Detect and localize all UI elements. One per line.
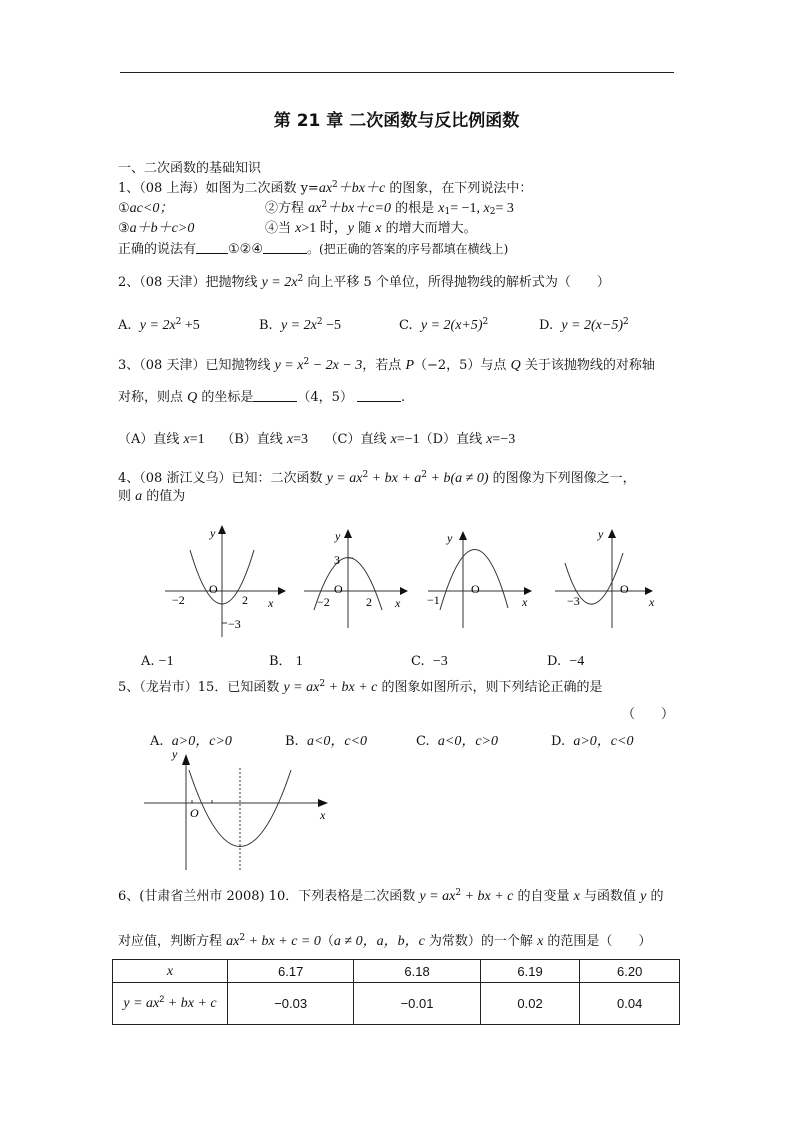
y-axis-label: y — [335, 529, 341, 543]
q6-line2-cond: a ≠ 0，a，b，c — [333, 934, 425, 949]
q1-s2-exp: 2 — [321, 200, 328, 210]
q4-prefix: 4、（08 浙江义乌）已知：二次函数 — [118, 471, 327, 486]
q3-point-q: Q — [510, 358, 521, 373]
table-header-cell — [113, 960, 228, 983]
table-cell: 6.20 — [580, 960, 680, 983]
q1-s2-x1: x — [438, 201, 445, 216]
q1-stem-prefix: 1、（08 上海）如图为二次函数 y= — [118, 181, 319, 196]
q3-stem-line2 — [118, 389, 405, 406]
q3-option-a[interactable] — [118, 432, 205, 447]
q3-option-val: =−1 — [396, 432, 420, 447]
q5-option-text: a<0，c>0 — [437, 734, 498, 749]
q1-s4-mark: ④当 — [265, 221, 296, 236]
q2-option-d[interactable] — [539, 318, 629, 334]
q4-line2-prefix: 则 — [118, 489, 136, 504]
q3-option-var: x — [390, 432, 397, 447]
q3-stem-line1 — [118, 358, 655, 374]
q5-answer-paren: （ ） — [622, 707, 675, 722]
x-axis-label: x — [649, 595, 655, 609]
q3-option-c[interactable] — [325, 432, 420, 447]
q6-line2-mid: （ — [320, 934, 334, 949]
q4-option-value: −1 — [158, 654, 174, 669]
q1-statement-2 — [265, 201, 514, 217]
q3-mid: ，若点 — [362, 358, 406, 373]
q1-s4-x: x — [295, 221, 302, 236]
q5-suffix: 的图象如图所示，则下列结论正确的是 — [377, 680, 603, 695]
q3-option-val: =1 — [189, 432, 205, 447]
x-axis-arrow-icon — [524, 587, 532, 595]
table-cell: 0.04 — [580, 983, 680, 1025]
q4-option-label: D. — [547, 654, 562, 669]
q2-stem-exp: 2 — [297, 274, 304, 284]
q6-line2-prefix: 对应值，判断方程 — [118, 934, 227, 949]
q5-option-label: C. — [416, 734, 430, 749]
q5-option-text: a<0，c<0 — [306, 734, 368, 749]
q2-option-tail: −5 — [322, 318, 341, 333]
q6-line2-expr: ax — [226, 934, 240, 949]
q1-s3-mark: ③ — [118, 221, 130, 236]
q1-expr: ax — [318, 181, 333, 196]
q1-s2-x2val: = 3 — [495, 201, 514, 216]
q1-exp: 2 — [332, 180, 338, 190]
q4-option-c[interactable] — [411, 654, 448, 670]
x-axis-arrow-icon — [318, 799, 328, 807]
q2-option-exp: 2 — [623, 317, 629, 327]
q4-expr: y = ax — [326, 471, 363, 486]
q3-blank-right — [357, 389, 401, 402]
q4-graph-3 — [420, 520, 550, 640]
table-header-x: x — [166, 963, 174, 979]
origin-label: O — [190, 806, 199, 820]
q2-option-expr: y = 2(x+5) — [420, 318, 483, 333]
q1-s1-mark: ① — [118, 201, 130, 216]
q1-answer-prefix: 正确的说法有 — [118, 242, 197, 257]
y-axis-label: y — [598, 527, 604, 541]
q1-s4-mid: >1 时， — [301, 221, 348, 236]
q3-mid2: （−2，5）与点 — [414, 358, 511, 373]
q5-stem — [118, 680, 603, 696]
q3-option-val: =3 — [293, 432, 308, 447]
q4-option-value: −3 — [432, 654, 448, 669]
q4-option-label: A. — [141, 654, 155, 669]
y-axis-arrow-icon — [182, 754, 190, 765]
tick-label: −2 — [172, 593, 185, 607]
q4-option-value: 1 — [295, 654, 303, 669]
q4-line2-suffix: 的值为 — [142, 489, 186, 504]
q5-option-d[interactable] — [551, 734, 633, 750]
tick-label: −3 — [567, 594, 580, 608]
q5-exp: 2 — [319, 679, 326, 689]
q2-option-a[interactable] — [118, 318, 200, 334]
q4-option-label: B． — [269, 654, 292, 669]
section-heading: 一、二次函数的基础知识 — [118, 161, 262, 176]
q2-option-exp: 2 — [316, 317, 323, 327]
q5-prefix: 5、（龙岩市）15．已知函数 — [118, 680, 284, 695]
q3-option-label: （B）直线 — [221, 432, 287, 447]
q4-option-label: C. — [411, 654, 425, 669]
q4-expr-tail: + b(a ≠ 0) — [427, 471, 489, 486]
q3-option-var: x — [486, 432, 493, 447]
q5-option-text: a>0，c>0 — [171, 734, 232, 749]
q4-suffix: 的图像为下列图像之一， — [488, 471, 636, 486]
q1-s2-mid: 的根是 — [390, 201, 439, 216]
q1-s2-a: ax — [308, 201, 322, 216]
q1-s3-text: a＋b＋c>0 — [129, 221, 195, 236]
q1-s2-b: ＋bx＋c=0 — [327, 201, 391, 216]
y-axis-arrow-icon — [608, 529, 616, 538]
origin-label: O — [334, 582, 343, 596]
table-row — [113, 960, 680, 983]
q3-exp: 2 — [303, 357, 310, 367]
table-cell: 6.17 — [228, 960, 354, 983]
q3-line2-q: Q — [187, 390, 198, 405]
tick-label: −2 — [317, 595, 330, 609]
tick-label: 2 — [366, 595, 372, 609]
y-axis-label: y — [210, 526, 216, 540]
q6-expr: y = ax — [419, 889, 456, 904]
q5-expr-tail: + bx + c — [325, 680, 378, 695]
q2-option-label: A. — [118, 318, 132, 333]
q3-option-d[interactable] — [420, 432, 516, 447]
q3-option-b[interactable] — [221, 432, 308, 447]
q3-line2-prefix: 对称，则点 — [118, 390, 188, 405]
q6-suffix: 的 — [646, 889, 664, 904]
q3-option-var: x — [286, 432, 294, 447]
q2-option-expr: y = 2(x−5) — [561, 318, 624, 333]
q5-option-label: A. — [150, 734, 164, 749]
table-cell: 6.19 — [480, 960, 580, 983]
q2-option-label: B. — [259, 318, 273, 333]
q2-option-expr: y = 2x — [139, 318, 176, 333]
q1-s2-x1val: = −1, — [450, 201, 484, 216]
table-header-y-tail: + bx + c — [164, 996, 217, 1011]
q3-expr: y = x — [274, 358, 304, 373]
table-header-y-exp: 2 — [159, 994, 165, 1004]
q2-option-exp: 2 — [175, 317, 182, 327]
table-header-y-expr: y = ax — [123, 996, 160, 1011]
q6-stem-line2 — [118, 934, 651, 950]
q4-option-d[interactable] — [547, 654, 584, 670]
header-rule — [120, 72, 674, 73]
q1-s2-x1sub: 1 — [444, 207, 451, 217]
q1-statement-3 — [118, 221, 194, 237]
q1-s1-text: ac<0； — [129, 201, 174, 216]
q1-blank-left — [196, 241, 228, 254]
q4-graph-2 — [290, 520, 420, 640]
x-axis-arrow-icon — [645, 587, 653, 595]
tick-label: −3 — [228, 617, 241, 631]
q1-s4-x2: x — [375, 221, 382, 236]
q1-blank-right — [263, 241, 307, 254]
q4-option-value: −4 — [569, 654, 585, 669]
table-cell: −0.01 — [354, 983, 480, 1025]
q6-expr-tail: + bx + c — [461, 889, 514, 904]
q6-exp: 2 — [455, 888, 462, 898]
q2-option-tail: +5 — [181, 318, 200, 333]
q1-s4-y: y — [347, 221, 354, 236]
q1-s4-end: 的增大而增大。 — [381, 221, 477, 236]
q4-option-a[interactable] — [141, 654, 174, 670]
parabola-curve — [440, 549, 508, 610]
x-axis-label: x — [320, 808, 326, 822]
q1-expr-tail: ＋bx＋c — [337, 181, 386, 196]
q3-option-label: （C）直线 — [324, 432, 391, 447]
q4-expr-mid: + bx + a — [368, 471, 422, 486]
tick-label: 3 — [334, 553, 340, 567]
q6-stem-line1 — [118, 889, 664, 905]
q1-answer: ①②④ — [228, 242, 263, 257]
q6-value-table — [112, 959, 680, 1025]
table-cell: 6.18 — [354, 960, 480, 983]
q2-stem — [118, 275, 610, 291]
y-axis-arrow-icon — [218, 525, 226, 534]
table-header-cell — [113, 983, 228, 1025]
q2-stem-suffix: 向上平移 5 个单位，所得抛物线的解析式为（ ） — [303, 275, 610, 290]
q3-option-val: =−3 — [492, 432, 516, 447]
q3-options — [118, 432, 515, 448]
x-axis-label: x — [268, 596, 274, 610]
q1-s2-x2: x — [483, 201, 490, 216]
q5-option-text: a>0，c<0 — [573, 734, 634, 749]
page-title: 第 21 章 二次函数与反比例函数 — [273, 111, 520, 131]
q4-graph-1 — [160, 520, 290, 640]
q1-statement-1 — [118, 201, 173, 217]
tick-label: 2 — [242, 593, 248, 607]
q2-stem-expr: y = 2x — [261, 275, 298, 290]
q6-line2-mid2: 为常数）的一个解 — [424, 934, 538, 949]
q6-x: x — [573, 889, 580, 904]
q4-graph-4 — [545, 520, 675, 640]
q2-option-exp: 2 — [482, 317, 489, 327]
q5-graph — [140, 748, 340, 873]
origin-label: O — [620, 582, 629, 596]
q6-mid: 的自变量 — [513, 889, 574, 904]
q1-stem-suffix: 的图象，在下列说法中： — [385, 181, 533, 196]
tick-label: −1 — [427, 593, 440, 607]
q5-expr: y = ax — [283, 680, 320, 695]
q4-stem-line2 — [118, 489, 185, 505]
y-axis-arrow-icon — [344, 529, 352, 538]
q3-suffix: 关于该抛物线的对称轴 — [520, 358, 655, 373]
q4-exp: 2 — [362, 470, 369, 480]
q3-point-p: P — [405, 358, 414, 373]
q1-s2-mark: ②方程 — [265, 201, 309, 216]
q3-prefix: 3、（08 天津）已知抛物线 — [118, 358, 275, 373]
q6-line2-suffix: 的范围是（ ） — [543, 934, 652, 949]
q2-option-c[interactable] — [399, 318, 488, 334]
q5-option-label: B. — [285, 734, 299, 749]
q4-line2-var: a — [135, 489, 143, 504]
q3-answer: （4，5） — [297, 390, 353, 405]
y-axis-arrow-icon — [459, 531, 467, 540]
q2-option-label: C. — [399, 318, 413, 333]
x-axis-label: x — [395, 596, 401, 610]
q1-answer-suffix: 。(把正确的答案的序号都填在横线上) — [306, 242, 509, 256]
q5-option-c[interactable] — [416, 734, 498, 750]
q6-line2-x: x — [537, 934, 544, 949]
y-axis-label: y — [172, 747, 178, 761]
q1-answer-line — [118, 241, 508, 258]
q3-blank-left — [253, 389, 297, 402]
q6-mid2: 与函数值 — [579, 889, 641, 904]
q4-stem-line1 — [118, 471, 636, 487]
q3-expr-tail: − 2x − 3 — [309, 358, 363, 373]
q1-s2-x2sub: 2 — [489, 207, 496, 217]
q3-option-label: （A）直线 — [118, 432, 184, 447]
q1-s4-mid2: 随 — [353, 221, 376, 236]
table-row — [113, 983, 680, 1025]
q2-option-label: D. — [539, 318, 554, 333]
x-axis-arrow-icon — [278, 587, 286, 595]
q2-option-b[interactable] — [259, 318, 341, 334]
q3-option-var: x — [183, 432, 190, 447]
q1-statement-4 — [265, 221, 477, 237]
q1-stem — [118, 181, 532, 197]
q6-line2-tail: + bx + c = 0 — [245, 934, 321, 949]
q2-stem-prefix: 2、（08 天津）把抛物线 — [118, 275, 262, 290]
q6-y: y — [640, 889, 647, 904]
table-cell: −0.03 — [228, 983, 354, 1025]
x-axis-arrow-icon — [400, 587, 408, 595]
q6-line2-exp: 2 — [239, 933, 246, 943]
q2-option-expr: y = 2x — [280, 318, 317, 333]
x-axis-label: x — [522, 595, 528, 609]
origin-label: O — [209, 582, 218, 596]
y-axis-label: y — [447, 531, 453, 545]
q4-option-b[interactable] — [269, 654, 303, 670]
q5-option-label: D. — [551, 734, 566, 749]
q3-option-label: （D）直线 — [419, 432, 487, 447]
q4-exp2: 2 — [421, 470, 428, 480]
q6-prefix: 6、(甘肃省兰州市 2008) 10．下列表格是二次函数 — [118, 889, 420, 904]
q3-line2-mid: 的坐标是 — [197, 390, 254, 405]
table-cell: 0.02 — [480, 983, 580, 1025]
origin-label: O — [471, 582, 480, 596]
q3-line2-end: . — [400, 390, 406, 405]
